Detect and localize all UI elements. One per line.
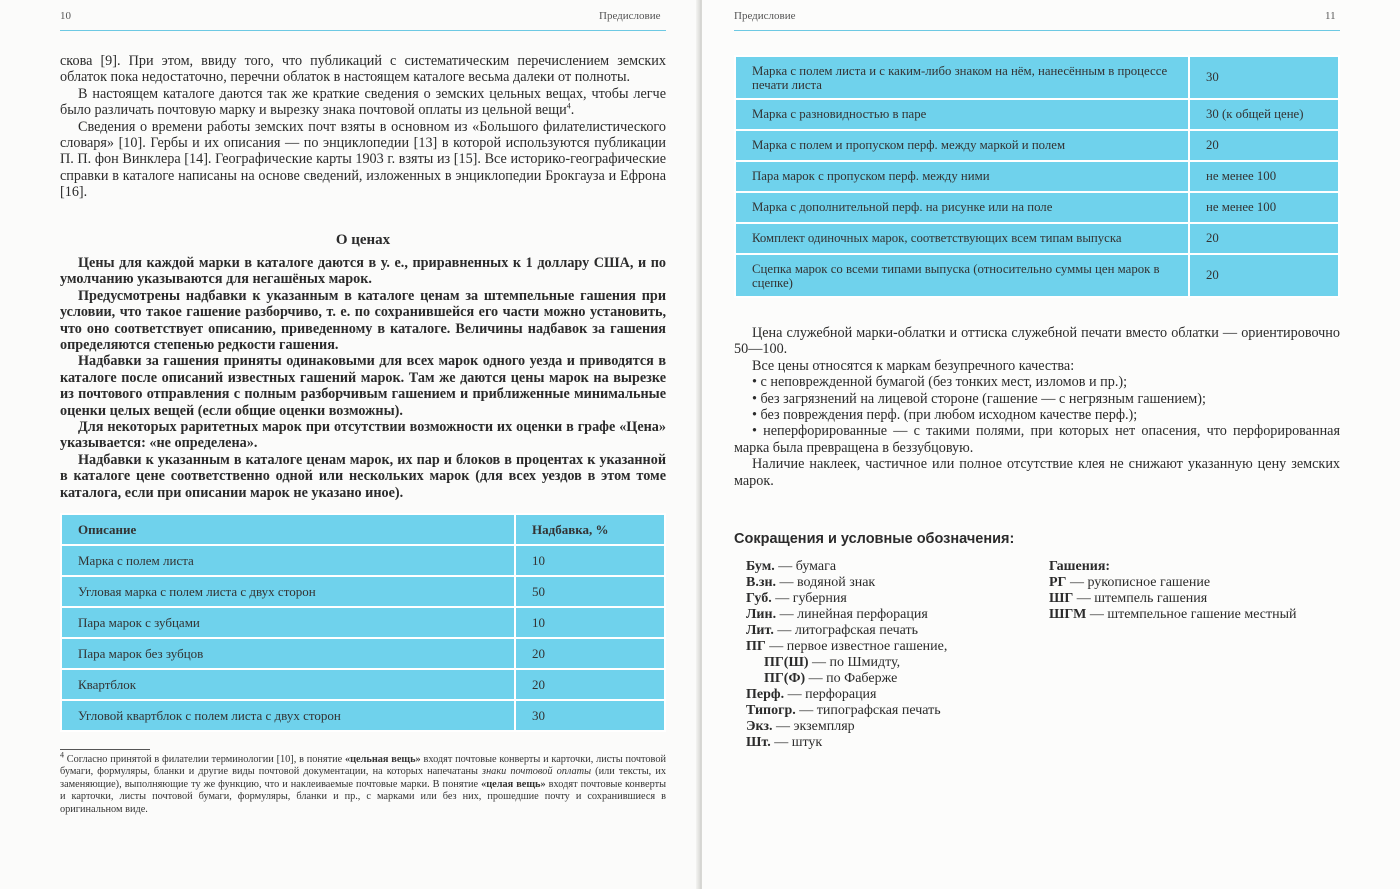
running-head-left: Предисловие xyxy=(599,10,661,22)
surcharge-table-continued xyxy=(734,55,1340,298)
table-cell: 20 xyxy=(1189,130,1339,161)
paragraph: Для некоторых раритетных марок при отсутствии возможности их оценки в графе «Цена» указывается: «не определена». xyxy=(60,419,666,452)
table-header-cell: Надбавка, % xyxy=(515,514,665,545)
paragraph: скова [9]. При этом, ввиду того, что публикаций с систематическим перечислением земских облаток пока недостаточно, перечни облаток в настоящем каталоге весьма далеки от полноты. xyxy=(60,53,666,86)
paragraph: Наличие наклеек, частичное или полное отсутствие клея не снижают указанную цену земских марок. xyxy=(734,456,1340,489)
table-header-cell: Описание xyxy=(61,514,515,545)
footnote-ref: 4 xyxy=(566,101,571,111)
paragraph: Надбавки за гашения приняты одинаковыми для всех марок одного уезда и приводятся в каталоге после описаний известных гашений марок. Там же даются цены марок на вырезке из почтового отправления с полным разборчивым гашением и приближенные минимальные оценки целых вещей (если общие оценки возможны). xyxy=(60,353,666,419)
table-row xyxy=(735,130,1339,161)
table-cell: 20 xyxy=(515,669,665,700)
list-item: ПГ(Ш) — по Шмидту, xyxy=(764,655,901,670)
table-row xyxy=(735,192,1339,223)
paragraph: В настоящем каталоге даются так же краткие сведения о земских цельных вещах, чтобы легче было различать почтовую марку и вырезку знака почтовой оплаты из цельной вещи$^4$. xyxy=(60,85,666,119)
list-item: Перф. — перфорация xyxy=(746,687,877,702)
list-item: Лин. — линейная перфорация xyxy=(746,607,928,622)
prices-text xyxy=(60,255,666,501)
table-row xyxy=(735,254,1339,297)
table-row xyxy=(61,669,665,700)
list-item: ПГ — первое известное гашение, xyxy=(746,639,948,654)
table-cell: Угловая марка с полем листа с двух сторон xyxy=(61,576,515,607)
list-item: ШГ — штемпель гашения xyxy=(1049,591,1208,606)
list-item: Типогр. — типографская печать xyxy=(746,703,941,718)
list-item: • без повреждения перф. (при любом исходном качестве перф.); xyxy=(752,407,1138,424)
footnote: $^4$ Согласно принятой в филателии терминологии [10], в понятие «цельная вещь» входят почтовые конверты и карточки, листы почтовой бумаги, формуляры, бланки и другие виды почтовой документации, на которых напечатаны знаки почтовой оплаты (или тексты, их заменяющие), выполняющие ту же функцию, что и наклеиваемые почтовые марки. В понятие «целая вещь» входят почтовые конверты и карточки, листы почтовой бумаги, формуляры, бланки и пр., с марками или без них, прошедшие почту и сохранившиеся в оригинальном виде. xyxy=(60,750,667,815)
table-cell: не менее 100 xyxy=(1189,192,1339,223)
table-cell: 20 xyxy=(1189,254,1339,297)
list-item: Бум. — бумага xyxy=(746,559,837,574)
table-header-row xyxy=(61,514,665,545)
page-number-right: 11 xyxy=(1325,10,1336,22)
table-cell: 20 xyxy=(1189,223,1339,254)
table-row xyxy=(735,161,1339,192)
table-row xyxy=(61,638,665,669)
table-cell: Пара марок без зубцов xyxy=(61,638,515,669)
table-cell: 30 (к общей цене) xyxy=(1189,99,1339,130)
page-number-left: 10 xyxy=(60,10,71,22)
list-item: РГ — рукописное гашение xyxy=(1049,575,1211,590)
abbreviations-list xyxy=(746,559,947,751)
intro-text xyxy=(60,53,666,201)
table-row xyxy=(61,607,665,638)
table-row xyxy=(735,223,1339,254)
table-cell: 10 xyxy=(515,607,665,638)
cancellations-list xyxy=(1049,559,1297,623)
paragraph: Все цены относятся к маркам безупречного качества: xyxy=(752,357,1075,374)
list-item: Губ. — губерния xyxy=(746,591,847,606)
table-cell: 10 xyxy=(515,545,665,576)
surcharge-table xyxy=(60,513,666,732)
table-cell: Комплект одиночных марок, соответствующих всем типам выпуска xyxy=(735,223,1189,254)
table-cell: Марка с полем листа и с каким-либо знаком на нём, нанесённым в процессе печати листа xyxy=(735,56,1189,99)
table-cell: Пара марок с зубцами xyxy=(61,607,515,638)
table-row xyxy=(735,56,1339,99)
table-cell: Марка с разновидностью в паре xyxy=(735,99,1189,130)
list-item: Экз. — экземпляр xyxy=(746,719,855,734)
table-cell: Марка с полем и пропуском перф. между маркой и полем xyxy=(735,130,1189,161)
paragraph: Цены для каждой марки в каталоге даются в у. е., приравненных к 1 доллару США, и по умолчанию указываются для негашёных марок. xyxy=(60,255,666,288)
table-cell: 50 xyxy=(515,576,665,607)
running-head-right: Предисловие xyxy=(734,10,796,22)
table-cell: 30 xyxy=(1189,56,1339,99)
table-cell: Марка с полем листа xyxy=(61,545,515,576)
list-item: ШГМ — штемпельное гашение местный xyxy=(1049,607,1297,622)
list-item: • с неповрежденной бумагой (без тонких мест, изломов и пр.); xyxy=(752,374,1128,391)
table-row xyxy=(61,545,665,576)
quality-text xyxy=(734,325,1340,489)
paragraph: Сведения о времени работы земских почт взяты в основном из «Большого филателистического словаря» [10]. Гербы и их описания — по энциклопедии [13] в которой используются публикации П. П. фон Винклера [14]. Географические карты 1903 г. взяты из [15]. Все историко-географические справки в каталоге написаны на основе сведений, изложенных в энциклопедии Брокгауза и Ефрона [16]. xyxy=(60,118,666,201)
table-row xyxy=(61,700,665,731)
list-item: • неперфорированные — с такими полями, при которых нет опасения, что перфорированная марка была превращена в беззубцовую. xyxy=(734,423,1340,456)
table-cell: Марка с дополнительной перф. на рисунке или на поле xyxy=(735,192,1189,223)
cancellations-title: Гашения: xyxy=(1049,559,1111,574)
paragraph: Надбавки к указанным в каталоге ценам марок, их пар и блоков в процентах к указанной в каталоге цене соответственно одной или нескольких марок (для всех уездов в этом томе каталога, если при описании марок не указано иное). xyxy=(60,451,666,501)
abbreviations-title: Сокращения и условные обозначения: xyxy=(734,531,1015,547)
header-rule-right xyxy=(734,30,1340,31)
header-rule-left xyxy=(60,30,666,31)
section-title: О ценах xyxy=(335,232,391,248)
list-item: ПГ(Ф) — по Фаберже xyxy=(764,671,898,686)
table-cell: не менее 100 xyxy=(1189,161,1339,192)
paragraph: Цена служебной марки-облатки и оттиска служебной печати вместо облатки — ориентировочно 50—100. xyxy=(734,325,1340,358)
right-page xyxy=(702,0,1400,889)
table-row xyxy=(735,99,1339,130)
list-item: В.зн. — водяной знак xyxy=(746,575,876,590)
list-item: • без загрязнений на лицевой стороне (гашение — с негрязным гашением); xyxy=(752,390,1206,407)
table-cell: Пара марок с пропуском перф. между ними xyxy=(735,161,1189,192)
table-row xyxy=(61,576,665,607)
table-cell: Сцепка марок со всеми типами выпуска (относительно суммы цен марок в сцепке) xyxy=(735,254,1189,297)
table-cell: Квартблок xyxy=(61,669,515,700)
footnote-rule xyxy=(60,749,150,750)
list-item: Шт. — штук xyxy=(746,735,823,750)
paragraph: Предусмотрены надбавки к указанным в каталоге ценам за штемпельные гашения при условии, что такое гашение разборчиво, т. е. по сохранившейся его части можно установить, что оно соответствует описанию, приведенному в каталоге. Величины надбавок за гашения определяются степенью редкости гашения. xyxy=(60,287,666,354)
table-cell: 30 xyxy=(515,700,665,731)
list-item: Лит. — литографская печать xyxy=(746,623,918,638)
table-cell: Угловой квартблок с полем листа с двух сторон xyxy=(61,700,515,731)
table-cell: 20 xyxy=(515,638,665,669)
